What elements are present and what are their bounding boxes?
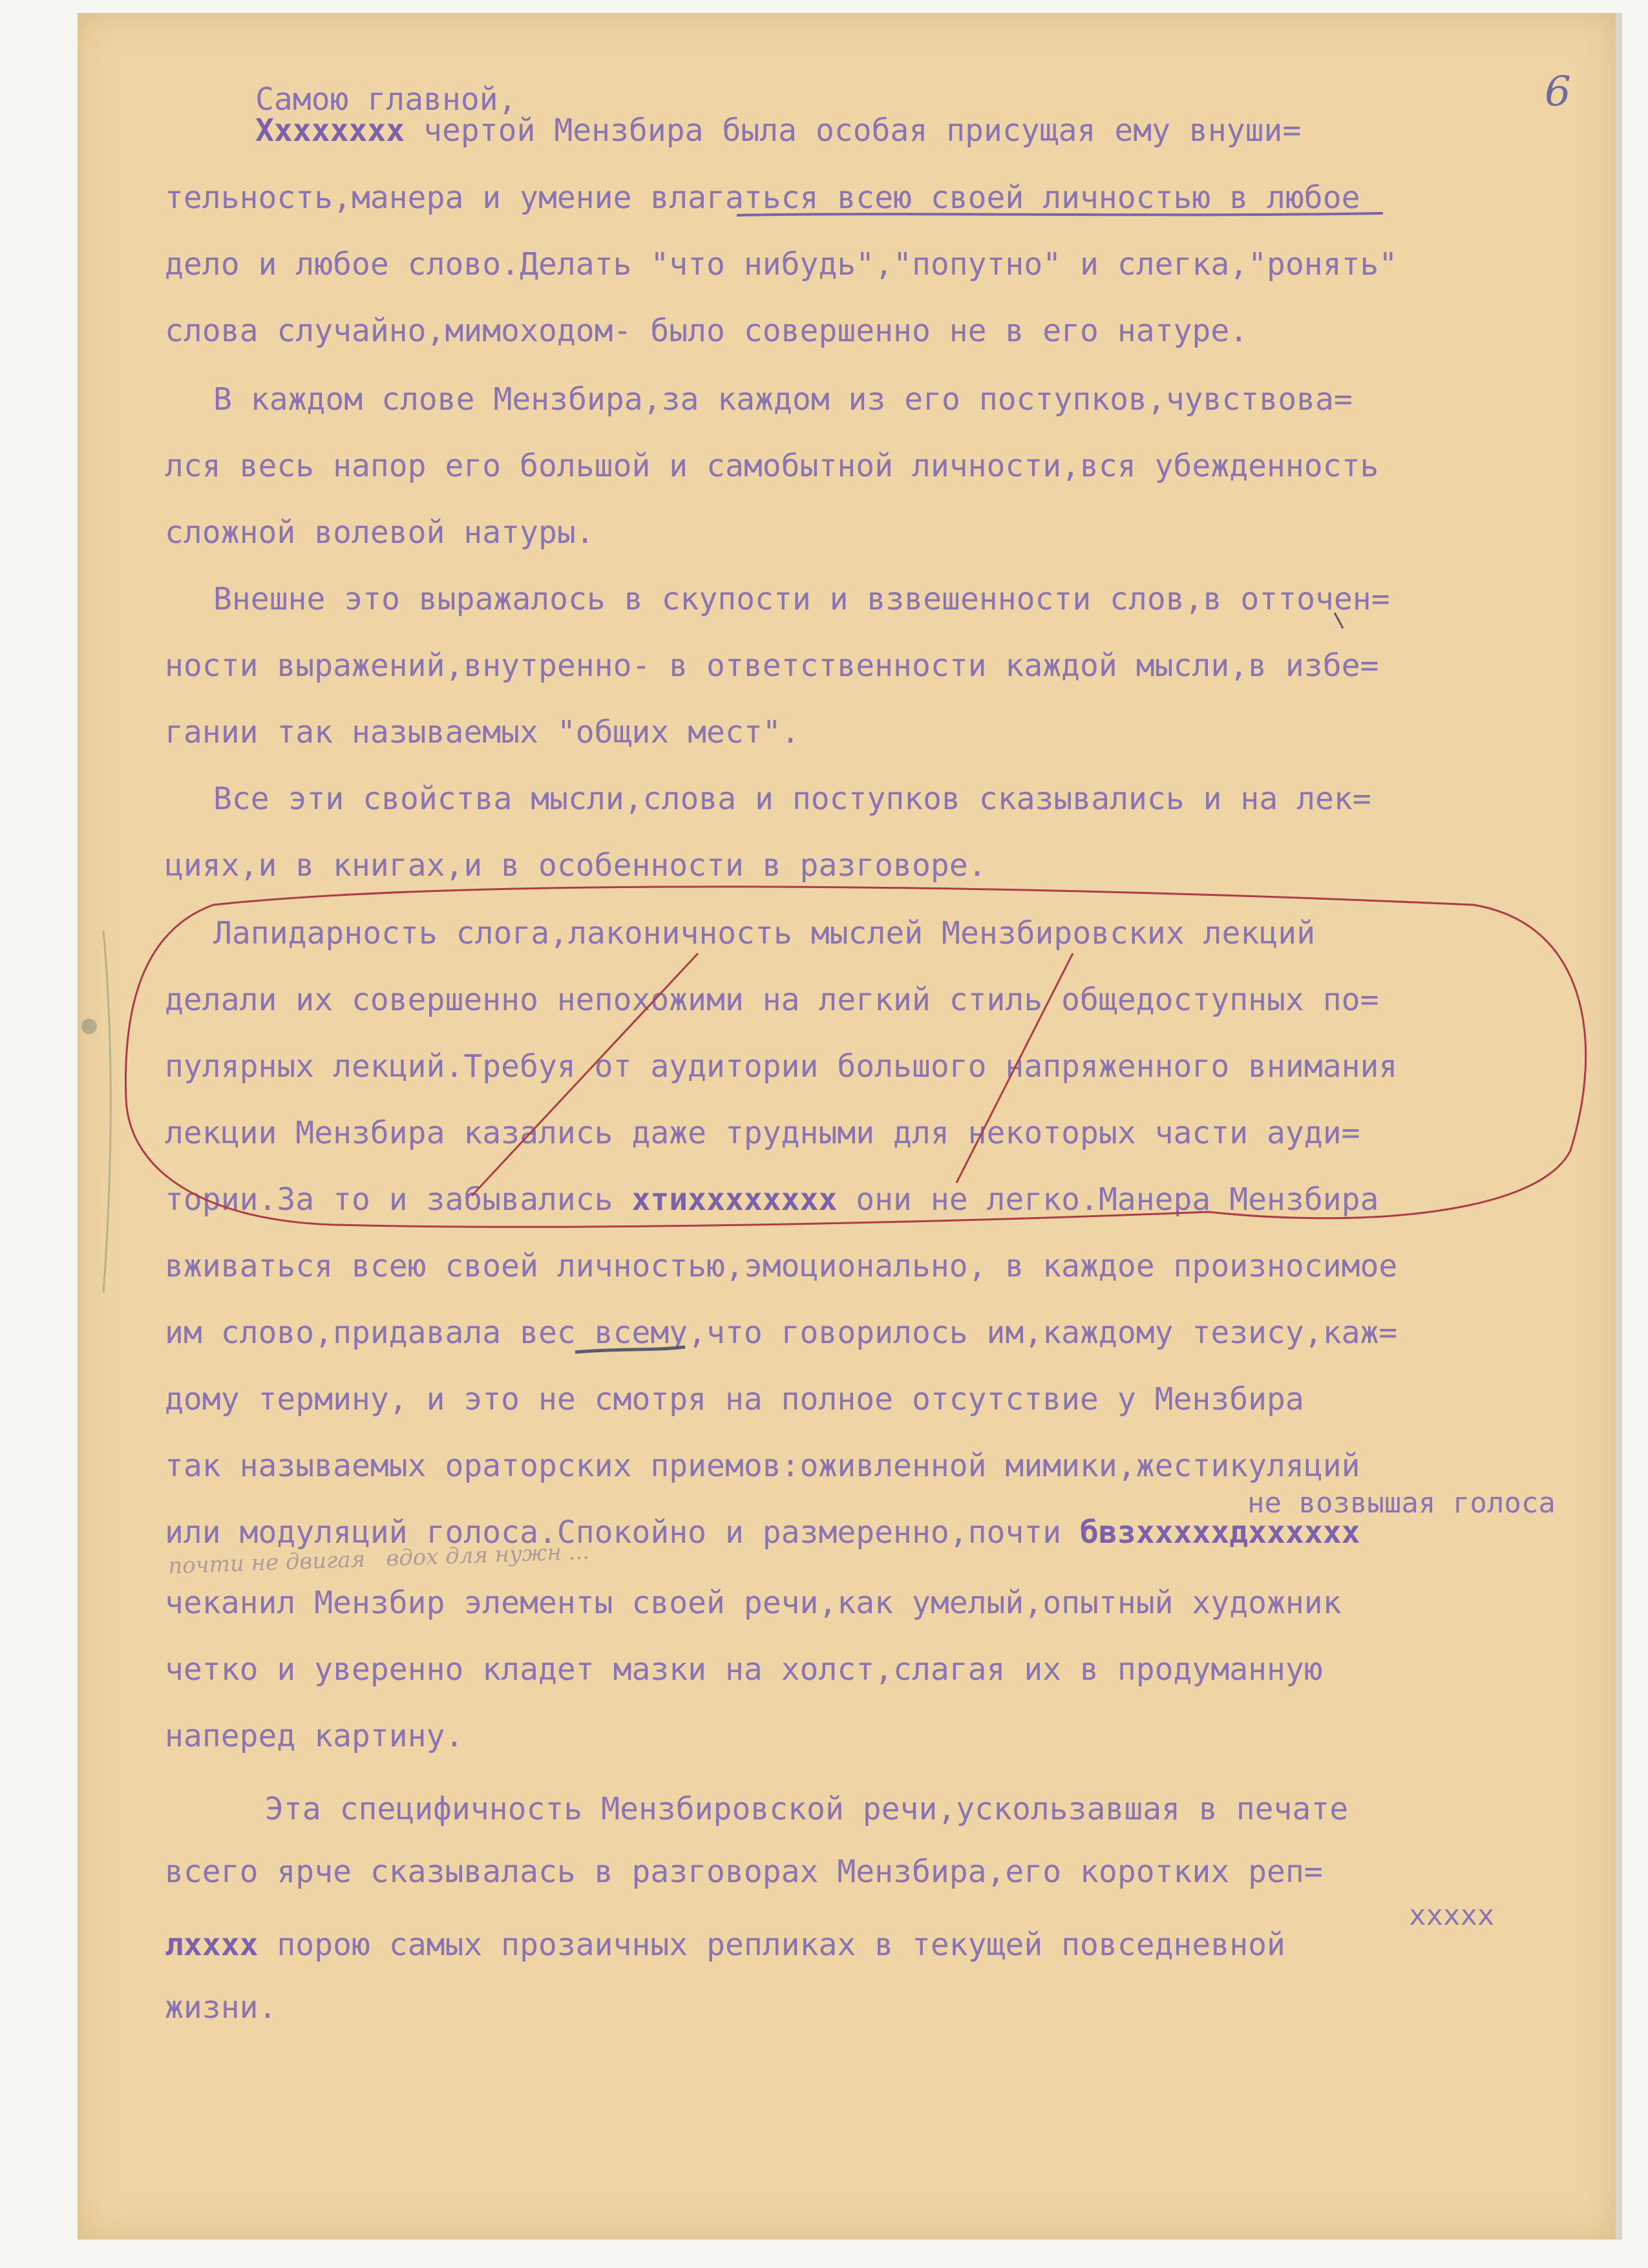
- text-line: ности выражений,внутренно- в ответственности каждой мысли,в избе=: [165, 648, 1379, 684]
- text-line: дело и любое слово.Делать "что нибудь","попутно" и слегка,"ронять": [165, 246, 1398, 282]
- text-line: жизни.: [165, 1989, 277, 2026]
- text-line: Хххххххх чертой Мензбира была особая присущая ему внуши=: [255, 112, 1302, 149]
- text-line: Лапидарность слога,лаконичность мыслей Мензбировских лекций: [213, 915, 1316, 951]
- struck-out-word: лхххх: [165, 1927, 259, 1963]
- text-line: им слово,придавала вес всему,что говорилось им,каждому тезису,каж=: [165, 1315, 1398, 1351]
- red-pencil-stroke: [956, 953, 1073, 1183]
- text-line: так называемых ораторских приемов:оживленной мимики,жестикуляций: [165, 1448, 1360, 1484]
- red-pencil-circle: [125, 887, 1585, 1227]
- underline-mark: [737, 213, 1383, 215]
- pencil-margin-line: [103, 931, 111, 1293]
- text-line: наперед картину.: [165, 1718, 464, 1754]
- text-line: чеканил Мензбир элементы своей речи,как умелый,опытный художник: [165, 1585, 1342, 1621]
- struck-out-word: бвзхххххдхххххх: [1080, 1514, 1360, 1551]
- text-line: циях,и в книгах,и в особенности в разговоре.: [165, 847, 987, 884]
- text-line: вживаться всею своей личностью,эмоционально, в каждое произносимое: [165, 1248, 1398, 1284]
- text-line: делали их совершенно непохожими на легкий стиль общедоступных по=: [165, 982, 1379, 1018]
- interlinear-insertion: не возвышая голоса: [1247, 1487, 1556, 1520]
- interlinear-insertion: ххххх: [1409, 1899, 1495, 1932]
- text-line: всего ярче сказывалась в разговорах Мензбира,его коротких реп=: [165, 1854, 1323, 1890]
- pencil-marginal-note: почти не двигая вдох для нужн ...: [167, 1538, 590, 1580]
- text-line: слова случайно,мимоходом- было совершенно не в его натуре.: [165, 313, 1249, 349]
- underline-mark: [575, 1347, 685, 1352]
- text-line: лхххх порою самых прозаичных репликах в текущей повседневной: [165, 1927, 1285, 1963]
- pencil-tick: [1335, 613, 1343, 628]
- red-pencil-stroke: [472, 953, 698, 1196]
- text-line: лекции Мензбира казались даже трудными для некоторых части ауди=: [165, 1115, 1360, 1151]
- text-line: Эта специфичность Мензбировской речи,ускользавшая в печате: [265, 1791, 1349, 1827]
- text-line: гании так называемых "общих мест".: [165, 714, 800, 750]
- struck-out-word: Хххххххх: [255, 112, 405, 149]
- text-line: или модуляций голоса.Спокойно и размеренно,почти бвзхххххдхххххх: [165, 1514, 1360, 1551]
- text-line: Все эти свойства мысли,слова и поступков сказывались и на лек=: [213, 781, 1371, 817]
- text-line: тории.За то и забывались хтихххххххх они не легко.Манера Мензбира: [165, 1182, 1379, 1218]
- text-line: тельность,манера и умение влагаться всею своей личностью в любое: [165, 180, 1360, 216]
- text-line: Самою главной,: [255, 81, 517, 118]
- text-line: лся весь напор его большой и самобытной личности,вся убежденность: [165, 448, 1379, 484]
- ink-smudge: [81, 1019, 97, 1034]
- text-line: пулярных лекций.Требуя от аудитории большого напряженного внимания: [165, 1048, 1398, 1085]
- text-line: В каждом слове Мензбира,за каждом из его поступков,чувствова=: [213, 381, 1353, 418]
- text-line: Внешне это выражалось в скупости и взвешенности слов,в отточен=: [213, 581, 1390, 617]
- text-line: четко и уверенно кладет мазки на холст,слагая их в продуманную: [165, 1651, 1323, 1688]
- page-number: 6: [1545, 68, 1571, 116]
- text-line: сложной волевой натуры.: [165, 514, 595, 551]
- struck-out-word: хтихххххххх: [631, 1182, 838, 1218]
- text-line: дому термину, и это не смотря на полное отсутствие у Мензбира: [165, 1381, 1304, 1417]
